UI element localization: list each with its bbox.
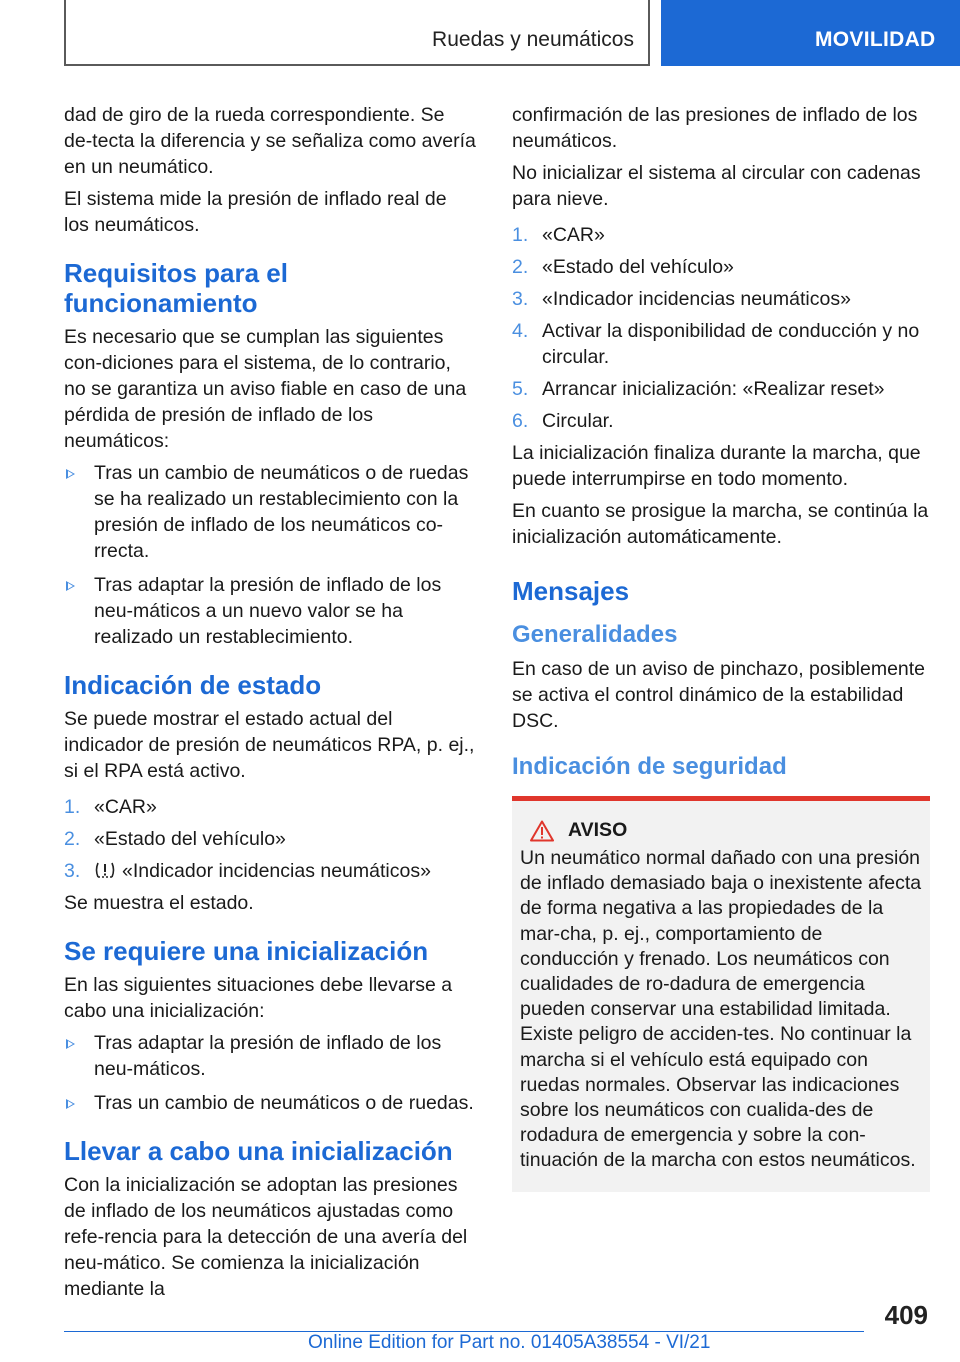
paragraph: El sistema mide la presión de inflado real de los neumáticos.	[64, 188, 447, 236]
bullet-triangle-icon	[66, 581, 75, 591]
list-item: Tras adaptar la presión de inflado de los neu-máticos.	[64, 1030, 476, 1082]
list-item: Tras un cambio de neumáticos o de ruedas.	[64, 1090, 476, 1116]
list-item: 2. «Estado del vehículo»	[512, 256, 734, 278]
list-item: 3. «Indicador incidencias neumáticos»	[512, 288, 851, 310]
heading-indicacion-seguridad: Indicación de seguridad	[512, 753, 787, 780]
requirements-list	[64, 460, 476, 650]
list-item: 1. «CAR»	[64, 796, 157, 818]
list-item: Tras adaptar la presión de inflado de los neu-máticos a un nuevo valor se ha realizado un restablecimiento.	[64, 572, 476, 650]
init-steps-list	[512, 222, 930, 434]
heading-generalidades: Generalidades	[512, 621, 678, 648]
header-section-title: Ruedas y neumáticos	[432, 28, 634, 51]
heading-requisitos: Requisitos para el funcionamiento	[64, 258, 288, 318]
heading-requiere-inicializacion: Se requiere una inicialización	[64, 936, 429, 966]
paragraph: En caso de un aviso de pinchazo, posiblemente se activa el control dinámico de la estabilidad DSC.	[512, 658, 926, 732]
list-item: Tras un cambio de neumáticos o de ruedas se ha realizado un restablecimiento con la presión de inflado de los neumáticos co-rrecta.	[64, 460, 476, 564]
init-situations-list	[64, 1030, 476, 1116]
page-number: 409	[884, 1300, 928, 1330]
footer-edition: Online Edition for Part no. 01405A38554 - VI/21	[308, 1332, 711, 1353]
list-item: 4. Activar la disponibilidad de conducción y no circular.	[512, 320, 920, 368]
paragraph: Es necesario que se cumplan las siguientes con-diciones para el sistema, de lo contrario, no se garantiza un aviso fiable en caso de una pérdida de presión de inflado de los neumáticos:	[64, 326, 467, 452]
paragraph: Con la inicialización se adoptan las presiones de inflado de los neumáticos ajustadas como refe-rencia para la detección de una avería del neu-mático. Se comienza la inicialización mediante la	[64, 1174, 468, 1300]
bullet-triangle-icon	[66, 1099, 75, 1109]
right-column	[512, 102, 930, 1192]
bullet-triangle-icon	[66, 1039, 75, 1049]
tire-pressure-warning-icon	[94, 860, 116, 880]
list-item: 3. «Indicador incidencias neumáticos»	[64, 860, 431, 882]
list-item: 2. «Estado del vehículo»	[64, 828, 286, 850]
list-item: 5. Arrancar inicialización: «Realizar reset»	[512, 378, 885, 400]
bullet-triangle-icon	[66, 469, 75, 479]
left-column	[64, 102, 476, 1308]
warning-triangle-icon	[530, 820, 554, 842]
status-steps-list	[64, 794, 476, 884]
paragraph: La inicialización finaliza durante la marcha, que puede interrumpirse en todo momento.	[512, 442, 921, 490]
paragraph: Se puede mostrar el estado actual del indicador de presión de neumáticos RPA, p. ej., si el RPA está activo.	[64, 708, 475, 782]
paragraph: dad de giro de la rueda correspondiente. Se de-tecta la diferencia y se señaliza como avería en un neumático.	[64, 104, 476, 178]
heading-llevar-inicializacion: Llevar a cabo una inicialización	[64, 1136, 453, 1166]
paragraph: En las siguientes situaciones debe llevarse a cabo una inicialización:	[64, 974, 453, 1022]
header-section-tab	[64, 0, 650, 66]
paragraph: confirmación de las presiones de inflado de los neumáticos.	[512, 104, 918, 152]
heading-mensajes: Mensajes	[512, 576, 630, 606]
warning-text: Un neumático normal dañado con una presión de inflado demasiado baja o inexistente afecta de forma negativa a las propiedades de la mar-cha, p. ej., comportamiento de conducción y frenado. Los neumáticos con cualidades de ro-dadura de emergencia pueden conservar una estabilidad limitada. Existe peligro de acciden-tes. No continuar la marcha si el vehículo está equipado con ruedas normales. Observar las indicaciones sobre los neumáticos con cualida-des de rodadura de emergencia y sobre la con-tinuación de la marcha con estos neumáticos.	[520, 847, 922, 1172]
heading-indicacion-estado: Indicación de estado	[64, 670, 322, 700]
header-chapter-title: MOVILIDAD	[815, 28, 936, 51]
warning-title: AVISO	[568, 819, 628, 841]
paragraph: En cuanto se prosigue la marcha, se continúa la inicialización automáticamente.	[512, 500, 929, 548]
paragraph: No inicializar el sistema al circular con cadenas para nieve.	[512, 162, 921, 210]
paragraph: Se muestra el estado.	[64, 892, 254, 914]
warning-title-row	[530, 819, 922, 842]
list-item: 6. Circular.	[512, 410, 614, 432]
warning-box	[512, 796, 930, 1192]
list-item: 1. «CAR»	[512, 224, 605, 246]
header-chapter-tab	[661, 0, 960, 66]
